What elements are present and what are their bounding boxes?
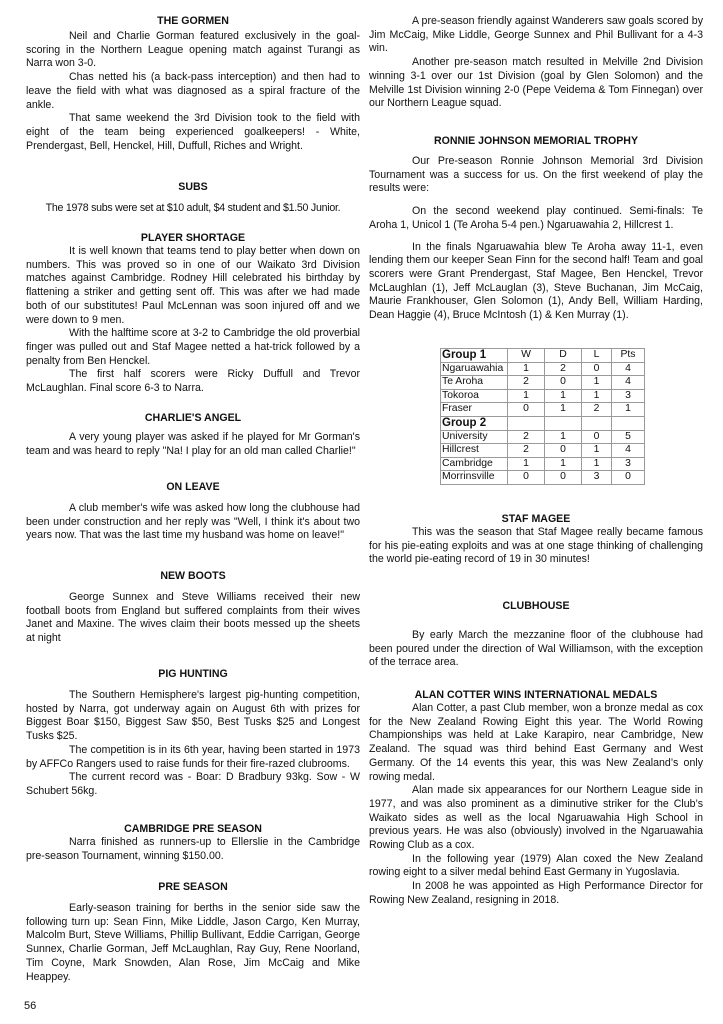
- losses: 0: [582, 362, 612, 376]
- losses: 1: [582, 457, 612, 471]
- paragraph: That same weekend the 3rd Division took to the field with eight of the team being experienced goalkeepers! - White, Prendergast, Bell, Henckel, Hill, Duffull, Riches and Wright.: [26, 112, 360, 152]
- empty-cell: [582, 416, 612, 430]
- paragraph: The 1978 subs were set at $10 adult, $4 student and $1.50 Junior.: [45, 202, 341, 214]
- table-row: [441, 430, 645, 444]
- table-row: [441, 444, 645, 458]
- section-heading: CHARLIE'S ANGEL: [144, 412, 242, 424]
- section-heading: PRE SEASON: [158, 881, 228, 893]
- section-heading: NEW BOOTS: [160, 570, 226, 582]
- section-heading: ON LEAVE: [166, 481, 220, 493]
- losses: 1: [582, 389, 612, 403]
- points: 3: [612, 457, 645, 471]
- section-clubhouse: [369, 599, 703, 670]
- paragraph: A pre-season friendly against Wanderers saw goals scored by Jim McCaig, Mike Liddle, George Sunnex and Phil Bullivant for a 4-3 win.: [369, 15, 703, 55]
- draws: 0: [545, 471, 582, 485]
- section-heading: CAMBRIDGE PRE SEASON: [124, 823, 262, 835]
- column-header: Pts: [612, 349, 645, 363]
- table-row: [441, 471, 645, 485]
- points: 0: [612, 471, 645, 485]
- draws: 1: [545, 389, 582, 403]
- paragraph: This was the season that Staf Magee really became famous for his pie-eating exploits and was at one stage thinking of challenging the world pie-eating record of 19 in 30 minutes!: [369, 526, 703, 566]
- wins: 1: [508, 389, 545, 403]
- section-heading: STAF MAGEE: [501, 513, 571, 525]
- wins: 2: [508, 376, 545, 390]
- paragraph: In the following year (1979) Alan coxed the New Zealand rowing eight to a silver medal behind East Germany in Yugoslavia.: [369, 852, 703, 879]
- standings-table: [440, 348, 645, 485]
- section-staf-magee: [369, 512, 703, 567]
- section-heading: RONNIE JOHNSON MEMORIAL TROPHY: [433, 135, 639, 147]
- paragraph: A very young player was asked if he played for Mr Gorman's team and was heard to reply "Na! I play for an old man called Charlie!": [26, 431, 360, 457]
- losses: 3: [582, 471, 612, 485]
- section-heading: PLAYER SHORTAGE: [140, 232, 246, 244]
- table-row: [441, 457, 645, 471]
- team-name: Tokoroa: [441, 389, 508, 403]
- points: 4: [612, 362, 645, 376]
- page-number: 56: [24, 1000, 37, 1012]
- section-heading: THE GORMEN: [157, 15, 229, 27]
- points: 1: [612, 403, 645, 417]
- paragraph: Alan Cotter, a past Club member, won a bronze medal as cox for the New Zealand Rowing Eight this year. The World Rowing Championships was held at Lake Karapiro, near Cambridge, New Zealand. The squad was third behind East Germany and West Germany. Of the 14 events this year, this was New Zealand’s only rowing medal.: [369, 702, 703, 783]
- draws: 2: [545, 362, 582, 376]
- column-header: D: [545, 349, 582, 363]
- group-label: Group 1: [441, 349, 508, 363]
- section-heading: ALAN COTTER WINS INTERNATIONAL MEDALS: [414, 689, 658, 701]
- table-row: [441, 389, 645, 403]
- draws: 1: [545, 430, 582, 444]
- section-heading: CLUBHOUSE: [502, 600, 570, 612]
- section-the-gormen: [26, 14, 360, 153]
- paragraph: In 2008 he was appointed as High Performance Director for Rowing New Zealand, resigning in 2018.: [369, 880, 703, 906]
- paragraph: The Southern Hemisphere's largest pig-hunting competition, hosted by Narra, got underway again on August 6th with prizes for Biggest Boar $150, Biggest Saw $50, Best Tusks $25 and Longest Tusks $25.: [26, 689, 360, 743]
- draws: 1: [545, 403, 582, 417]
- paragraph: Our Pre-season Ronnie Johnson Memorial 3rd Division Tournament was a success for us. On the first weekend of play the results were:: [369, 155, 703, 195]
- losses: 2: [582, 403, 612, 417]
- points: 5: [612, 430, 645, 444]
- wins: 2: [508, 444, 545, 458]
- paragraph: In the finals Ngaruawahia blew Te Aroha away 11-1, even lending them our keeper Sean Finn for the second half! Team and goal scorers were Grant Prendergast, Staf Magee, Ben Henckel, Trevor McLaughlan (1), Jeff McLauglan (3), Steve Buchanan, Jim McCaig, Maurie Frankhouser, Glen Solomon (1), Andy Bell, William Harding, Dean Haggie (4), Bruce McIntosh (1) & Ken Murray (1).: [369, 240, 703, 322]
- team-name: Ngaruawahia: [441, 362, 508, 376]
- points: 4: [612, 376, 645, 390]
- paragraph: The competition is in its 6th year, having been started in 1973 by AFFCo Rangers used to raise funds for their fire-razed clubrooms.: [26, 743, 360, 770]
- table-row: [441, 362, 645, 376]
- empty-cell: [612, 416, 645, 430]
- wins: 1: [508, 362, 545, 376]
- wins: 0: [508, 403, 545, 417]
- section-cambridge-pre-season: [26, 822, 360, 863]
- section-alan-cotter: [369, 688, 703, 908]
- paragraph: It is well known that teams tend to play better when down on numbers. This was proved so in one of our Waikato 3rd Division matches against Cambridge. Rodney Hill celebrated his birthday by flattening a striker and getting sent off. This was after we had made both of our substitutes! Paul McLennan was soon injured off and we were down to 9 men.: [26, 245, 360, 326]
- paragraph: Neil and Charlie Gorman featured exclusively in the goal-scoring in the Northern League opening match against Turangi as Narra won 3-0.: [26, 30, 360, 70]
- draws: 1: [545, 457, 582, 471]
- team-name: University: [441, 430, 508, 444]
- team-name: Fraser: [441, 403, 508, 417]
- team-name: Te Aroha: [441, 376, 508, 390]
- paragraph: By early March the mezzanine floor of the clubhouse had been poured under the direction of Wal Williamson, with the exception of the terrace area.: [369, 629, 703, 669]
- column-header: L: [582, 349, 612, 363]
- paragraph: A club member's wife was asked how long the clubhouse had been under construction and her reply was "Well, I think it's about two years now. That was the last time my husband was home on leave!": [26, 502, 360, 542]
- team-name: Cambridge: [441, 457, 508, 471]
- empty-cell: [508, 416, 545, 430]
- draws: 0: [545, 444, 582, 458]
- table-row: [441, 376, 645, 390]
- column-header: W: [508, 349, 545, 363]
- draws: 0: [545, 376, 582, 390]
- table-row: [441, 403, 645, 417]
- paragraph: Chas netted his (a back-pass interception) and then had to leave the field with what was diagnosed as a spiral fracture of the ankle.: [26, 71, 360, 111]
- section-heading: SUBS: [178, 181, 208, 193]
- paragraph: Early-season training for berths in the senior side saw the following turn up: Sean Finn, Mike Liddle, Jason Cargo, Ken Murray, Malcolm Burt, Steve Williams, Phillip Bullivant, Eddie Carrigan, George Sunnex, Charlie Gorman, Jeff McLaughlan, Ray Guy, Rene Noorland, Tim Coyne, Mark Snowden, Alan Rose, Jim McCaig and Mike Heappey.: [26, 902, 360, 983]
- paragraph: George Sunnex and Steve Williams received their new football boots from England but suffered complaints from their wives Janet and Maxine. The wives claim their boots messed up the sheets at night: [26, 591, 360, 645]
- paragraph: Another pre-season match resulted in Melville 2nd Division winning 3-1 over our 1st Division (goal by Glen Solomon) and the Melville 1st Division winning 2-0 (Pepe Veidema & Tom Finnegan) over our Northern League squad.: [369, 56, 703, 110]
- paragraph: Narra finished as runners-up to Ellerslie in the Cambridge pre-season Tournament, winning $150.00.: [26, 836, 360, 862]
- losses: 0: [582, 430, 612, 444]
- section-ronnie-johnson-memorial-trophy: [369, 134, 703, 323]
- paragraph: On the second weekend play continued. Semi-finals: Te Aroha 1, Unicol 1 (Te Aroha 5-4 pen.) Ngaruawahia 2, Hillcrest 1.: [369, 205, 703, 231]
- section-pig-hunting: [26, 667, 360, 799]
- losses: 1: [582, 376, 612, 390]
- points: 3: [612, 389, 645, 403]
- wins: 2: [508, 430, 545, 444]
- section-pre-season: [26, 880, 360, 984]
- group-label: Group 2: [441, 416, 508, 430]
- paragraph: With the halftime score at 3-2 to Cambridge the old proverbial finger was pulled out and Staf Magee netted a hat-trick followed by a penalty from Ben Henckel.: [26, 327, 360, 367]
- empty-cell: [545, 416, 582, 430]
- table-header-row: [441, 349, 645, 363]
- section-on-leave: [26, 480, 360, 543]
- team-name: Hillcrest: [441, 444, 508, 458]
- wins: 0: [508, 471, 545, 485]
- section-player-shortage: [26, 231, 360, 396]
- paragraph: Alan made six appearances for our Northern League side in 1977, and was also prominent as a diminutive striker for the Club’s Waikato sides as well as the local Ngaruawahia High School in previous years. He was also (obviously) involved in the Ngaruawahia Rowing Club as a cox.: [369, 784, 703, 852]
- group-header-row: [441, 416, 645, 430]
- wins: 1: [508, 457, 545, 471]
- section-pre-season-continued: [369, 15, 703, 111]
- paragraph: The first half scorers were Ricky Duffull and Trevor McLaughlan. Final score 6-3 to Narra.: [26, 368, 360, 395]
- section-charlies-angel: [26, 411, 360, 458]
- section-subs: [26, 180, 360, 216]
- points: 4: [612, 444, 645, 458]
- losses: 1: [582, 444, 612, 458]
- section-heading: PIG HUNTING: [158, 668, 228, 680]
- paragraph: The current record was - Boar: D Bradbury 93kg. Sow - W Schubert 56kg.: [26, 771, 360, 797]
- section-new-boots: [26, 569, 360, 646]
- team-name: Morrinsville: [441, 471, 508, 485]
